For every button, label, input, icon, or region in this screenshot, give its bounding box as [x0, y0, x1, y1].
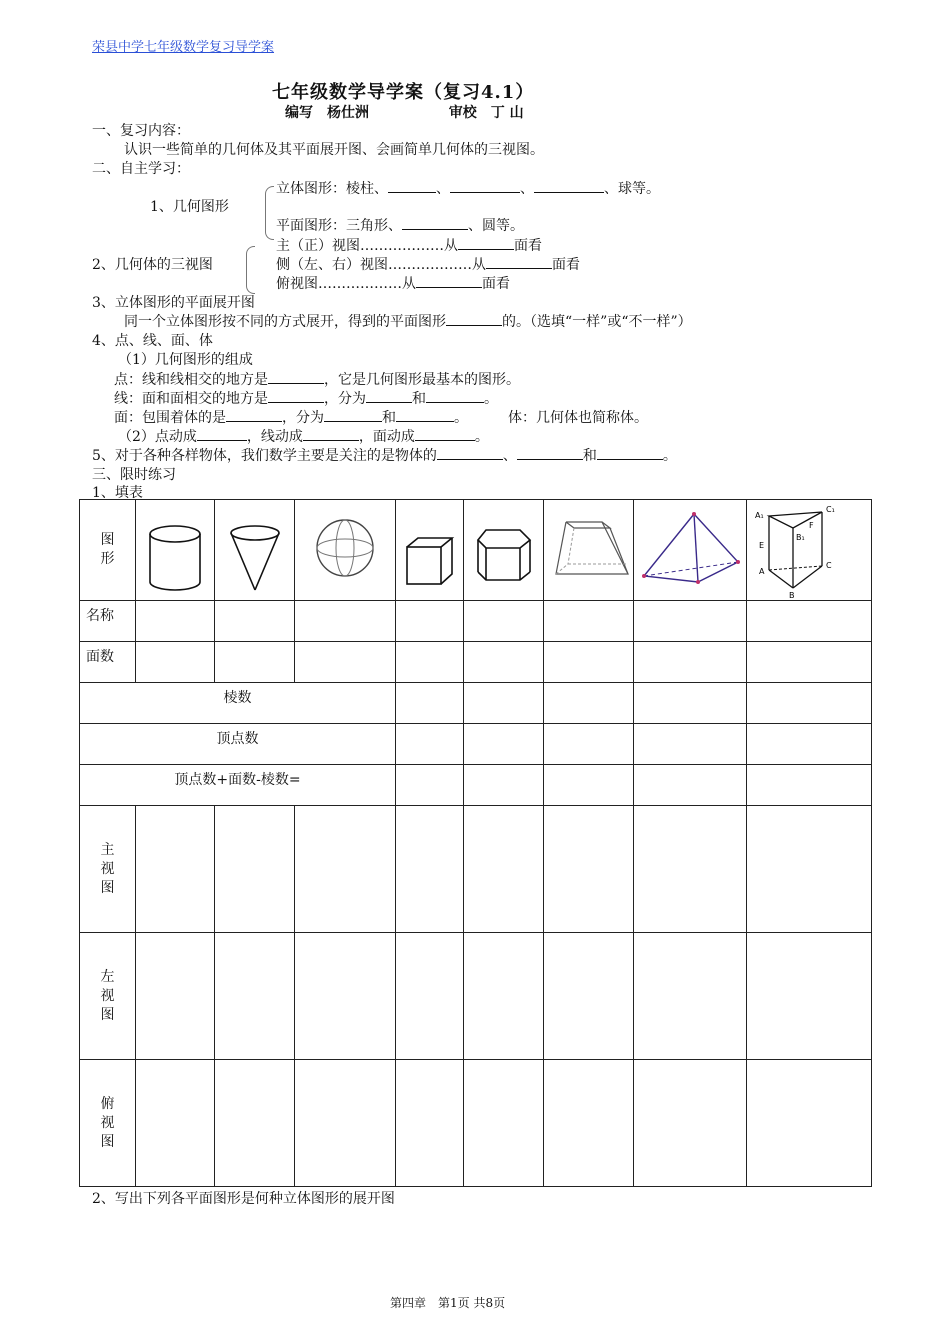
hexagonal-prism-icon: [464, 500, 544, 600]
drawing-cell[interactable]: [215, 1060, 295, 1187]
faces-label: 面数: [80, 642, 136, 683]
section-4-title: 4、点、线、面、体: [92, 333, 213, 349]
sphere-icon: [295, 500, 396, 600]
drawing-cell[interactable]: [464, 806, 544, 933]
answer-cell[interactable]: [544, 601, 634, 642]
views-label: 2、几何体的三视图: [92, 257, 213, 273]
drawing-cell[interactable]: [295, 1060, 396, 1187]
top-view-row: [80, 1060, 872, 1187]
motion-line: （2）点动成 ，线动成 ，面动成 。: [118, 426, 489, 446]
header-link[interactable]: 荣县中学七年级数学复习导学案: [92, 40, 275, 55]
answer-cell[interactable]: [634, 601, 747, 642]
answer-cell[interactable]: [464, 642, 544, 683]
left-view-row: [80, 933, 872, 1060]
fill-table: [79, 499, 872, 1187]
answer-cell[interactable]: [464, 765, 544, 806]
answer-cell[interactable]: [396, 724, 464, 765]
drawing-cell[interactable]: [634, 806, 747, 933]
cone-cell: [215, 500, 295, 601]
faces-row: [80, 642, 872, 683]
answer-cell[interactable]: [295, 642, 396, 683]
fill-table-title: 1、填表: [92, 485, 143, 501]
label-f: F: [809, 521, 814, 530]
frustum-cell: [544, 500, 634, 601]
drawing-cell[interactable]: [295, 806, 396, 933]
question-2-title: 2、写出下列各平面图形是何种立体图形的展开图: [92, 1191, 395, 1207]
edges-label: 棱数: [80, 683, 396, 724]
pyramid-cell: [634, 500, 747, 601]
section-3-text: 同一个立体图形按不同的方式展开，得到的平面图形 的。（选填“一样”或“不一样”）: [124, 311, 692, 331]
side-view-line: 侧（左、右）视图………………从 面看: [276, 254, 580, 274]
brace-geometry: [265, 186, 274, 240]
label-c: C: [826, 561, 832, 570]
answer-cell[interactable]: [634, 642, 747, 683]
vertices-row: [80, 724, 872, 765]
drawing-cell[interactable]: [215, 933, 295, 1060]
front-view-line: 主（正）视图………………从 面看: [276, 235, 542, 255]
drawing-cell[interactable]: [544, 1060, 634, 1187]
section-1-title: 一、复习内容：: [92, 123, 190, 139]
answer-cell[interactable]: [136, 642, 215, 683]
answer-cell[interactable]: [464, 601, 544, 642]
point-line: 点：线和线相交的地方是 ，它是几何图形最基本的图形。: [114, 369, 520, 389]
drawing-cell[interactable]: [634, 1060, 747, 1187]
drawing-cell[interactable]: [136, 933, 215, 1060]
pyramid-icon: [634, 500, 747, 600]
answer-cell[interactable]: [295, 601, 396, 642]
drawing-cell[interactable]: [396, 933, 464, 1060]
top-view-line: 俯视图………………从 面看: [276, 273, 510, 293]
answer-cell[interactable]: [215, 601, 295, 642]
solid-figures-line: 立体图形：棱柱、 、 、 、球等。: [276, 178, 660, 198]
label-a: A: [759, 567, 765, 576]
drawing-cell[interactable]: [464, 1060, 544, 1187]
label-e: E: [759, 541, 765, 550]
cube-cell: [396, 500, 464, 601]
answer-cell[interactable]: [747, 642, 872, 683]
answer-cell[interactable]: [396, 683, 464, 724]
top-view-label: 俯视图: [80, 1060, 136, 1187]
answer-cell[interactable]: [396, 601, 464, 642]
vertices-label: 顶点数: [80, 724, 396, 765]
triangular-prism-cell: [747, 500, 872, 601]
label-a1: A₁: [755, 511, 764, 520]
name-label: 名称: [80, 601, 136, 642]
drawing-cell[interactable]: [215, 806, 295, 933]
sphere-cell: [295, 500, 396, 601]
figure-label: 图形: [80, 500, 136, 601]
cone-icon: [215, 500, 295, 600]
formula-row: [80, 765, 872, 806]
reviewer: 审校 丁 山: [448, 105, 524, 121]
section-6-title: 三、限时练习: [92, 467, 176, 483]
drawing-cell[interactable]: [544, 806, 634, 933]
brace-views: [246, 246, 255, 294]
drawing-cell[interactable]: [136, 806, 215, 933]
answer-cell[interactable]: [747, 724, 872, 765]
drawing-cell[interactable]: [634, 933, 747, 1060]
label-b: B: [789, 591, 795, 600]
answer-cell[interactable]: [634, 724, 747, 765]
edges-row: [80, 683, 872, 724]
writer: 编写 杨仕洲: [285, 105, 369, 121]
drawing-cell[interactable]: [136, 1060, 215, 1187]
answer-cell[interactable]: [747, 765, 872, 806]
cylinder-cell: [136, 500, 215, 601]
section-2-title: 二、自主学习：: [92, 161, 190, 177]
answer-cell[interactable]: [634, 765, 747, 806]
answer-cell[interactable]: [747, 683, 872, 724]
section-3-title: 3、立体图形的平面展开图: [92, 295, 255, 311]
answer-cell[interactable]: [544, 765, 634, 806]
answer-cell[interactable]: [544, 724, 634, 765]
figure-row: [80, 500, 872, 601]
answer-cell[interactable]: [544, 642, 634, 683]
drawing-cell[interactable]: [396, 1060, 464, 1187]
hex-prism-cell: [464, 500, 544, 601]
page-footer: 第四章 第1页 共8页: [390, 1296, 506, 1310]
left-view-label: 左视图: [80, 933, 136, 1060]
line-line: 线：面和面相交的地方是 ，分为 和 。: [114, 388, 498, 408]
drawing-cell[interactable]: [544, 933, 634, 1060]
answer-cell[interactable]: [747, 601, 872, 642]
answer-cell[interactable]: [396, 642, 464, 683]
answer-cell[interactable]: [464, 683, 544, 724]
authors: [285, 102, 524, 122]
frustum-icon: [544, 500, 634, 600]
front-view-row: [80, 806, 872, 933]
drawing-cell[interactable]: [295, 933, 396, 1060]
cube-icon: [396, 500, 464, 600]
section-4-sub1: （1）几何图形的组成: [118, 352, 253, 368]
label-c1: C₁: [826, 505, 835, 514]
section-5-line: 5、对于各种各样物体，我们数学主要是关注的是物体的 、 和 。: [92, 445, 677, 465]
answer-cell[interactable]: [464, 724, 544, 765]
plane-figures-line: 平面图形：三角形、 、圆等。: [276, 215, 524, 235]
answer-cell[interactable]: [396, 765, 464, 806]
answer-cell[interactable]: [136, 601, 215, 642]
drawing-cell[interactable]: [747, 806, 872, 933]
drawing-cell[interactable]: [747, 933, 872, 1060]
label-b1: B₁: [796, 533, 805, 542]
drawing-cell[interactable]: [747, 1060, 872, 1187]
page-title: 七年级数学导学案（复习4.1）: [272, 82, 535, 103]
drawing-cell[interactable]: [396, 806, 464, 933]
formula-label: 顶点数+面数-棱数=: [80, 765, 396, 806]
drawing-cell[interactable]: [464, 933, 544, 1060]
cylinder-icon: [136, 500, 215, 600]
geometry-label: 1、几何图形: [150, 199, 229, 215]
front-view-label: 主视图: [80, 806, 136, 933]
section-1-text: 认识一些简单的几何体及其平面展开图、会画简单几何体的三视图。: [124, 142, 544, 158]
name-row: [80, 601, 872, 642]
answer-cell[interactable]: [215, 642, 295, 683]
answer-cell[interactable]: [544, 683, 634, 724]
face-line: 面：包围着体的是 ，分为 和 。 体：几何体也简称体。: [114, 407, 648, 427]
answer-cell[interactable]: [634, 683, 747, 724]
triangular-prism-icon: [747, 500, 872, 600]
